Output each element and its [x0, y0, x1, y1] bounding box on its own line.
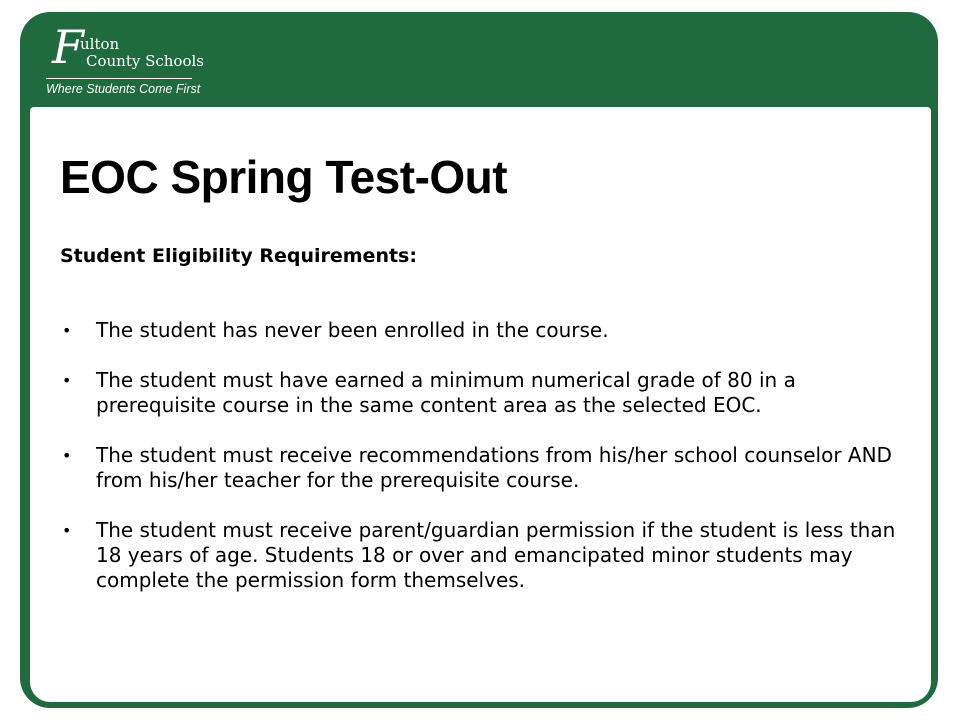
logo-name-line2: County Schools	[86, 52, 204, 70]
list-item-text: The student must receive parent/guardian permission if the student is less than 18 years of age. Students 18 or over and emancipated minor students may complete the permission form themselves.	[96, 518, 896, 592]
bullet-icon: •	[62, 321, 72, 340]
requirements-list	[60, 318, 920, 618]
list-item-text: The student must receive recommendations from his/her school counselor AND from his/her teacher for the prerequisite course.	[96, 443, 892, 492]
list-item	[60, 318, 920, 343]
list-item	[60, 443, 920, 493]
slide-title: EOC Spring Test-Out	[60, 151, 508, 203]
bullet-icon: •	[62, 521, 72, 540]
list-item	[60, 368, 920, 418]
logo-tagline: Where Students Come First	[46, 82, 201, 96]
bullet-icon: •	[62, 371, 72, 390]
list-item-text: The student must have earned a minimum numerical grade of 80 in a prerequisite course in the same content area as the selected EOC.	[96, 368, 796, 417]
logo-letter: F	[52, 20, 84, 74]
fulton-county-schools-logo	[44, 20, 214, 102]
bullet-icon: •	[62, 446, 72, 465]
logo-divider	[46, 78, 192, 79]
list-item-text: The student has never been enrolled in the course.	[96, 318, 609, 342]
slide-subtitle: Student Eligibility Requirements:	[60, 245, 417, 267]
logo-name-line1: ulton	[80, 35, 120, 53]
list-item	[60, 518, 920, 593]
